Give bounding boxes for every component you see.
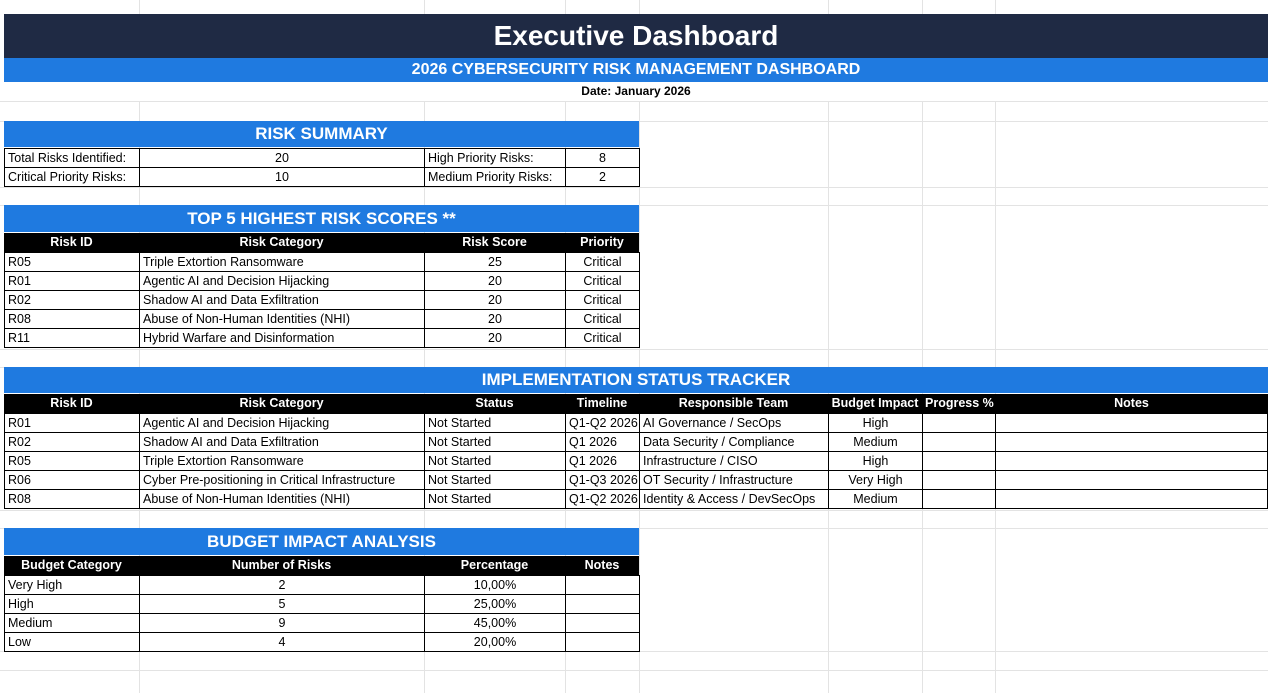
dashboard-subtitle: 2026 CYBERSECURITY RISK MANAGEMENT DASHBOARD — [411, 61, 861, 78]
cell-risk-score[interactable]: 20 — [424, 271, 566, 291]
cell-progress[interactable] — [922, 413, 996, 433]
cell-risk-id[interactable]: R05 — [4, 451, 140, 471]
cell-risk-id[interactable]: R08 — [4, 309, 140, 329]
cell-timeline[interactable]: Q1-Q2 2026 — [565, 489, 640, 509]
cell-risk-id[interactable]: R11 — [4, 328, 140, 348]
cell-responsible-team[interactable]: AI Governance / SecOps — [639, 413, 829, 433]
critical-priority-value[interactable]: 10 — [139, 167, 425, 187]
cell-budget-impact[interactable]: Medium — [828, 489, 923, 509]
risk-summary-header — [4, 121, 639, 147]
cell-risk-score[interactable]: 25 — [424, 252, 566, 272]
cell-risk-category[interactable]: Triple Extortion Ransomware — [139, 252, 425, 272]
budget-col-count: Number of Risks — [139, 556, 424, 575]
cell-status[interactable]: Not Started — [424, 470, 566, 490]
budget-col-category: Budget Category — [4, 556, 139, 575]
cell-budget-category[interactable]: High — [4, 594, 140, 614]
budget-header — [4, 528, 639, 555]
cell-budget-category[interactable]: Medium — [4, 613, 140, 633]
cell-risk-id[interactable]: R08 — [4, 489, 140, 509]
cell-risk-category[interactable]: Shadow AI and Data Exfiltration — [139, 290, 425, 310]
cell-timeline[interactable]: Q1-Q2 2026 — [565, 413, 640, 433]
cell-timeline[interactable]: Q1 2026 — [565, 451, 640, 471]
dashboard-title-banner — [4, 14, 1268, 58]
tracker-col-notes: Notes — [995, 394, 1268, 413]
cell-notes[interactable] — [995, 432, 1268, 452]
cell-progress[interactable] — [922, 489, 996, 509]
cell-priority[interactable]: Critical — [565, 328, 640, 348]
cell-notes[interactable] — [995, 470, 1268, 490]
cell-risk-id[interactable]: R06 — [4, 470, 140, 490]
cell-status[interactable]: Not Started — [424, 413, 566, 433]
cell-risk-category[interactable]: Abuse of Non-Human Identities (NHI) — [139, 489, 425, 509]
page-title: Executive Dashboard — [493, 20, 779, 51]
high-priority-label: High Priority Risks: — [424, 148, 566, 168]
cell-progress[interactable] — [922, 451, 996, 471]
cell-status[interactable]: Not Started — [424, 451, 566, 471]
tracker-col-risk-category: Risk Category — [139, 394, 424, 413]
cell-budget-notes[interactable] — [565, 594, 640, 614]
cell-number-of-risks[interactable]: 5 — [139, 594, 425, 614]
tracker-col-team: Responsible Team — [639, 394, 828, 413]
budget-title: BUDGET IMPACT ANALYSIS — [207, 532, 436, 551]
cell-responsible-team[interactable]: Identity & Access / DevSecOps — [639, 489, 829, 509]
top5-title: TOP 5 HIGHEST RISK SCORES ** — [187, 209, 456, 228]
cell-risk-category[interactable]: Agentic AI and Decision Hijacking — [139, 413, 425, 433]
cell-risk-score[interactable]: 20 — [424, 309, 566, 329]
cell-progress[interactable] — [922, 432, 996, 452]
cell-budget-impact[interactable]: High — [828, 451, 923, 471]
cell-budget-category[interactable]: Low — [4, 632, 140, 652]
cell-priority[interactable]: Critical — [565, 252, 640, 272]
cell-number-of-risks[interactable]: 2 — [139, 575, 425, 595]
cell-priority[interactable]: Critical — [565, 290, 640, 310]
cell-number-of-risks[interactable]: 4 — [139, 632, 425, 652]
cell-status[interactable]: Not Started — [424, 489, 566, 509]
col-risk-score: Risk Score — [424, 233, 565, 252]
cell-timeline[interactable]: Q1 2026 — [565, 432, 640, 452]
critical-priority-label: Critical Priority Risks: — [4, 167, 140, 187]
cell-risk-id[interactable]: R02 — [4, 290, 140, 310]
cell-priority[interactable]: Critical — [565, 271, 640, 291]
col-risk-category: Risk Category — [139, 233, 424, 252]
cell-budget-impact[interactable]: Very High — [828, 470, 923, 490]
tracker-col-risk-id: Risk ID — [4, 394, 139, 413]
cell-priority[interactable]: Critical — [565, 309, 640, 329]
cell-risk-category[interactable]: Agentic AI and Decision Hijacking — [139, 271, 425, 291]
total-risks-value[interactable]: 20 — [139, 148, 425, 168]
cell-risk-id[interactable]: R02 — [4, 432, 140, 452]
cell-budget-impact[interactable]: Medium — [828, 432, 923, 452]
risk-summary-title: RISK SUMMARY — [255, 124, 388, 143]
cell-responsible-team[interactable]: OT Security / Infrastructure — [639, 470, 829, 490]
cell-risk-id[interactable]: R05 — [4, 252, 140, 272]
cell-budget-notes[interactable] — [565, 575, 640, 595]
cell-percentage[interactable]: 25,00% — [424, 594, 566, 614]
cell-risk-category[interactable]: Abuse of Non-Human Identities (NHI) — [139, 309, 425, 329]
cell-risk-id[interactable]: R01 — [4, 413, 140, 433]
report-date: Date: January 2026 — [4, 82, 1268, 101]
cell-notes[interactable] — [995, 489, 1268, 509]
cell-risk-category[interactable]: Triple Extortion Ransomware — [139, 451, 425, 471]
cell-risk-score[interactable]: 20 — [424, 290, 566, 310]
cell-budget-category[interactable]: Very High — [4, 575, 140, 595]
cell-percentage[interactable]: 20,00% — [424, 632, 566, 652]
cell-risk-category[interactable]: Hybrid Warfare and Disinformation — [139, 328, 425, 348]
tracker-title: IMPLEMENTATION STATUS TRACKER — [481, 370, 791, 389]
top5-header — [4, 205, 639, 232]
tracker-col-timeline: Timeline — [565, 394, 639, 413]
budget-col-percentage: Percentage — [424, 556, 565, 575]
cell-risk-category[interactable]: Cyber Pre-positioning in Critical Infrastructure — [139, 470, 425, 490]
high-priority-value[interactable]: 8 — [565, 148, 640, 168]
cell-risk-category[interactable]: Shadow AI and Data Exfiltration — [139, 432, 425, 452]
cell-progress[interactable] — [922, 470, 996, 490]
col-priority: Priority — [565, 233, 639, 252]
cell-responsible-team[interactable]: Data Security / Compliance — [639, 432, 829, 452]
cell-percentage[interactable]: 10,00% — [424, 575, 566, 595]
total-risks-label: Total Risks Identified: — [4, 148, 140, 168]
cell-status[interactable]: Not Started — [424, 432, 566, 452]
budget-col-notes: Notes — [565, 556, 639, 575]
cell-budget-impact[interactable]: High — [828, 413, 923, 433]
cell-notes[interactable] — [995, 451, 1268, 471]
cell-budget-notes[interactable] — [565, 632, 640, 652]
medium-priority-label: Medium Priority Risks: — [424, 167, 566, 187]
subtitle-bar — [4, 58, 1268, 82]
cell-responsible-team[interactable]: Infrastructure / CISO — [639, 451, 829, 471]
tracker-col-budget: Budget Impact — [828, 394, 922, 413]
cell-percentage[interactable]: 45,00% — [424, 613, 566, 633]
cell-risk-score[interactable]: 20 — [424, 328, 566, 348]
cell-timeline[interactable]: Q1-Q3 2026 — [565, 470, 640, 490]
cell-risk-id[interactable]: R01 — [4, 271, 140, 291]
cell-number-of-risks[interactable]: 9 — [139, 613, 425, 633]
tracker-header — [4, 367, 1268, 393]
medium-priority-value[interactable]: 2 — [565, 167, 640, 187]
col-risk-id: Risk ID — [4, 233, 139, 252]
tracker-col-status: Status — [424, 394, 565, 413]
cell-notes[interactable] — [995, 413, 1268, 433]
cell-budget-notes[interactable] — [565, 613, 640, 633]
tracker-col-progress: Progress % — [922, 394, 995, 413]
